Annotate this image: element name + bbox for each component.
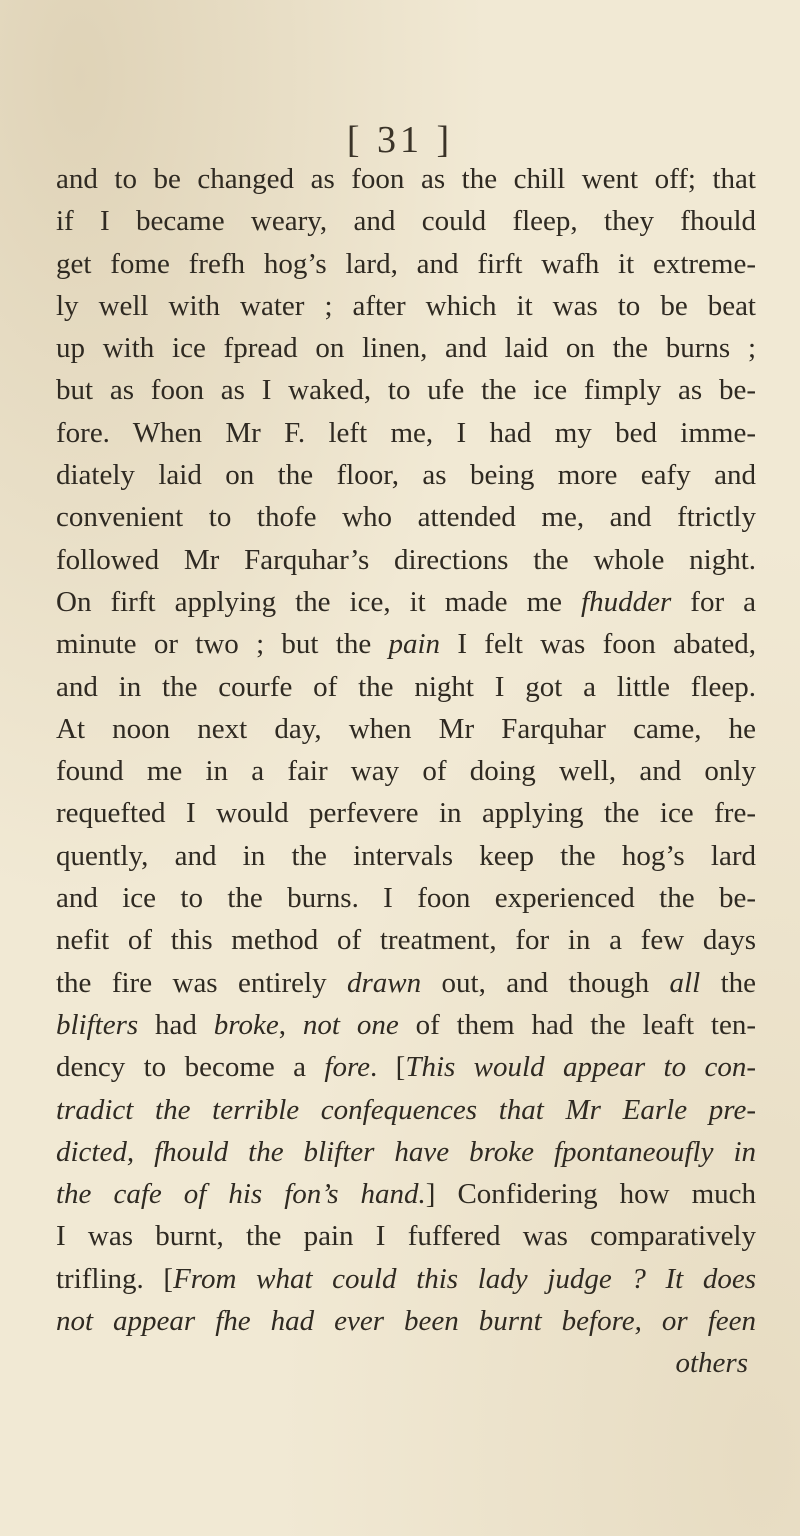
text-run: the fire was entirely (56, 966, 347, 999)
text-line (56, 539, 756, 581)
text-line (56, 454, 756, 496)
text-run: followed Mr Farquhar’s directions the whole night. (56, 543, 756, 576)
text-run: ly well with water ; after which it was to be beat (56, 289, 756, 322)
body-text (56, 158, 756, 1385)
text-run: nefit of this method of treatment, for in a few days (56, 924, 756, 957)
text-line (56, 1131, 756, 1173)
text-line (56, 327, 756, 369)
text-line (56, 1215, 756, 1257)
text-line (56, 200, 756, 242)
italic-text: fore (324, 1051, 371, 1084)
text-line (56, 1258, 756, 1300)
italic-text: all (669, 966, 701, 999)
text-line (56, 1004, 756, 1046)
text-run: and ice to the burns. I foon experienced the be- (56, 882, 756, 915)
text-run: I was burnt, the pain I fuffered was comparatively (56, 1220, 756, 1253)
text-run: At noon next day, when Mr Farquhar came, he (56, 712, 756, 745)
text-line (56, 285, 756, 327)
text-line (56, 1300, 756, 1342)
text-run: out, and though (421, 966, 670, 999)
text-line (56, 962, 756, 1004)
text-run: the (700, 966, 756, 999)
italic-text: drawn (347, 966, 422, 999)
text-run: and in the courfe of the night I got a little fleep. (56, 670, 756, 703)
text-line (56, 243, 756, 285)
text-run: minute or two ; but the (56, 628, 389, 661)
text-line (56, 158, 756, 200)
text-line (56, 750, 756, 792)
text-run: had (138, 1008, 214, 1041)
italic-text: pain (388, 628, 441, 661)
text-run: requefted I would perfevere in applying the ice fre- (56, 797, 756, 830)
text-run: of them had the leaft ten- (398, 1008, 757, 1041)
text-line (56, 1046, 756, 1088)
text-run: I felt was foon abated, (440, 628, 756, 661)
text-run: quently, and in the intervals keep the hog’s lard (56, 839, 756, 872)
text-run: get fome frefh hog’s lard, and firft wafh it extreme- (56, 247, 756, 280)
text-line (56, 666, 756, 708)
text-run: ] Confidering how much (425, 1178, 757, 1211)
text-run: but as foon as I waked, to ufe the ice fimply as be- (56, 374, 756, 407)
text-line (56, 1342, 756, 1384)
text-line (56, 412, 756, 454)
italic-text: the cafe of his fon’s hand. (56, 1178, 426, 1211)
text-run: for a (671, 585, 757, 618)
text-run: and to be changed as foon as the chill went off; that (56, 163, 756, 195)
text-run: diately laid on the floor, as being more eafy and (56, 459, 756, 492)
italic-text: not appear fhe had ever been burnt before, or feen (56, 1305, 756, 1338)
text-run: fore. When Mr F. left me, I had my bed imme- (56, 416, 756, 449)
italic-text: tradict the terrible confequences that Mr Earle pre- (56, 1093, 756, 1126)
text-run: if I became weary, and could fleep, they fhould (56, 205, 756, 238)
italic-text: broke (213, 1008, 279, 1041)
italic-text: dicted, fhould the blifter have broke fpontaneoufly in (56, 1135, 756, 1168)
text-run: dency to become a (56, 1051, 325, 1084)
text-run: On firft applying the ice, it made me (56, 585, 582, 618)
text-line (56, 581, 756, 623)
text-line (56, 623, 756, 665)
text-line (56, 708, 756, 750)
text-run: . [ (370, 1051, 406, 1084)
text-run: , (278, 1008, 303, 1041)
text-run: up with ice fpread on linen, and laid on the burns ; (56, 332, 756, 365)
text-run: trifling. [ (56, 1262, 174, 1295)
italic-text: others (675, 1347, 748, 1380)
italic-text: not one (302, 1008, 399, 1041)
italic-text: From what could this lady judge ? It does (173, 1262, 757, 1295)
text-line (56, 877, 756, 919)
text-line (56, 835, 756, 877)
text-line (56, 1173, 756, 1215)
text-run: convenient to thofe who attended me, and ftrictly (56, 501, 756, 534)
text-line (56, 792, 756, 834)
text-line (56, 919, 756, 961)
text-run: found me in a fair way of doing well, and only (56, 755, 756, 788)
italic-text: blifters (56, 1008, 139, 1041)
page-number: [ 31 ] (346, 119, 454, 161)
text-line (56, 1089, 756, 1131)
italic-text: This would appear to con- (405, 1051, 756, 1084)
text-line (56, 369, 756, 411)
text-line (56, 496, 756, 538)
italic-text: fhudder (581, 585, 672, 618)
